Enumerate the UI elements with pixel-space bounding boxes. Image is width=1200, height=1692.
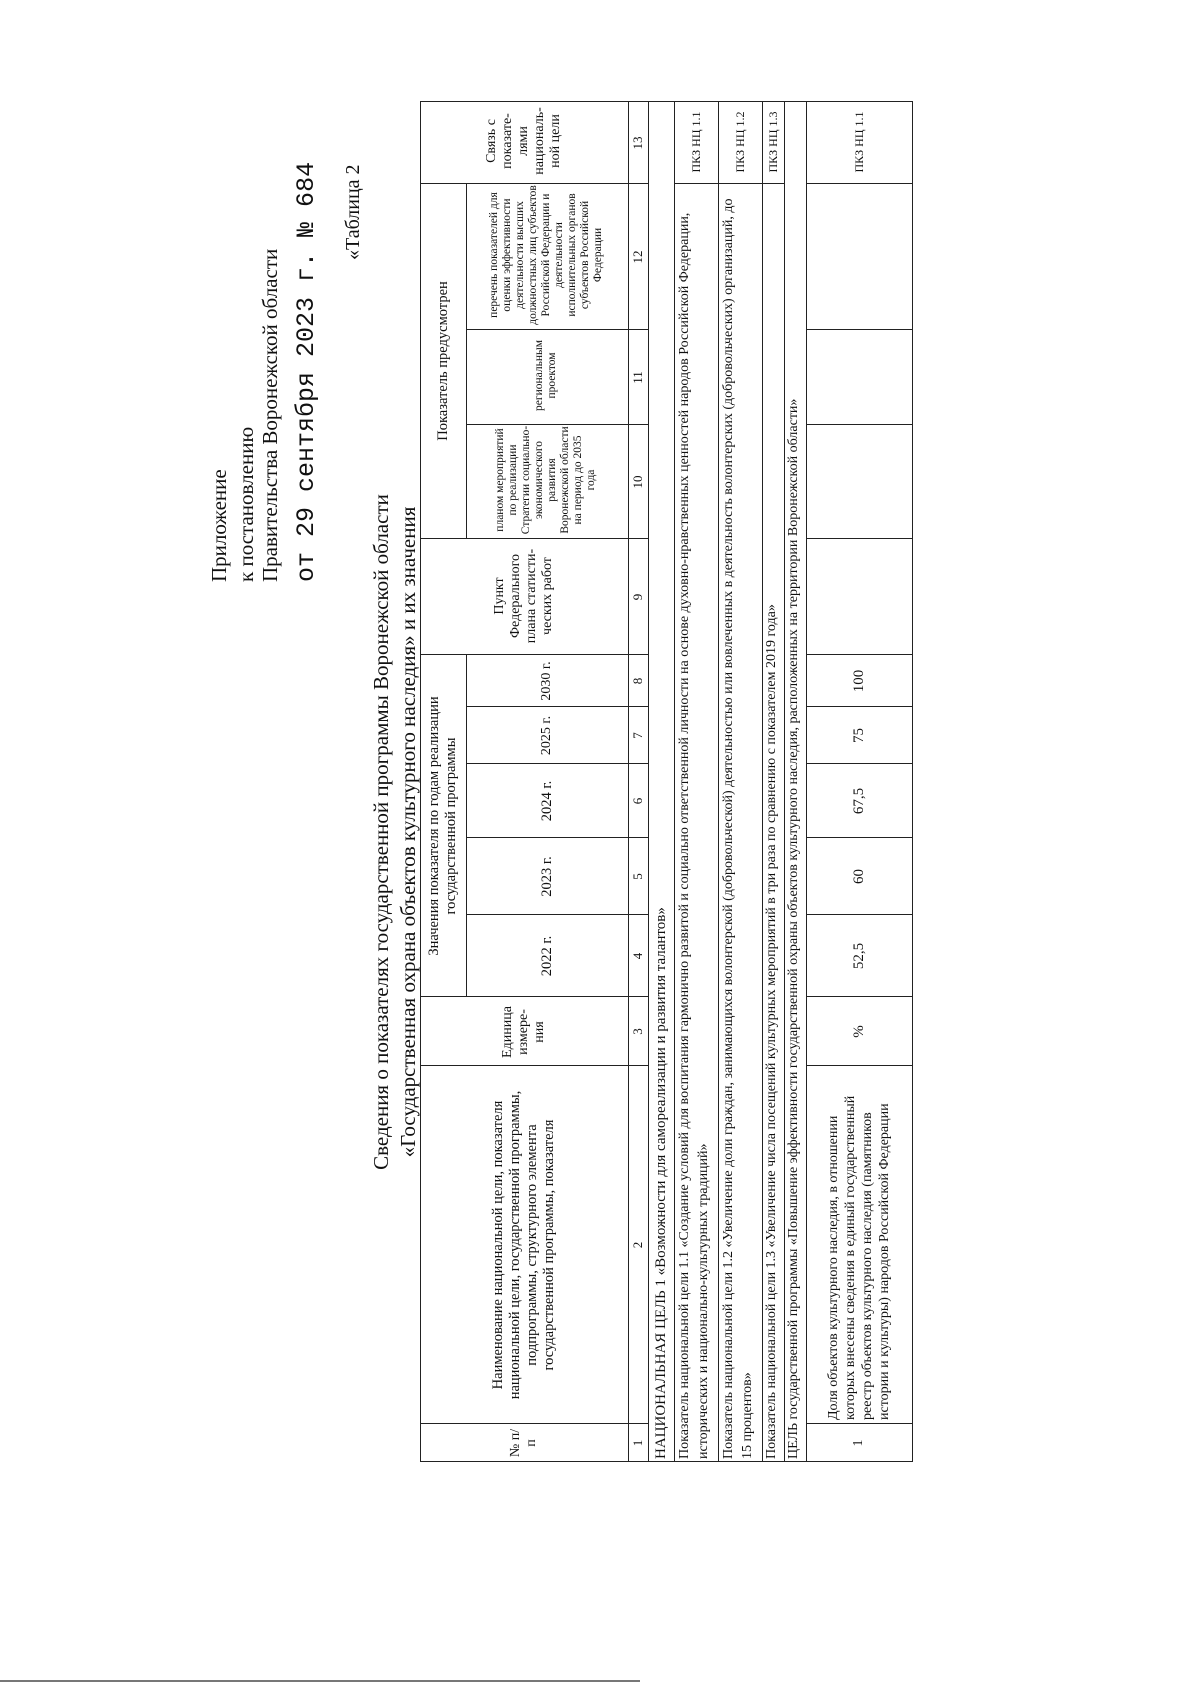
col-provided-group-header: Показатель предусмотрен — [434, 281, 451, 441]
col-2030-header: 2030 г. — [539, 661, 554, 701]
col-2023-header: 2023 г. — [538, 856, 555, 897]
col-name-header: Наименование национальной цели, показателя национальной цели, государственной программы, подпрограммы, структурного элемента государственной программы, показателя — [490, 1090, 557, 1400]
col-2024-header: 2024 г. — [538, 780, 555, 822]
col-unit-header: Единица измере-ния — [500, 1006, 547, 1058]
col-2025-header: 2025 г. — [539, 715, 554, 756]
table-label: «Таблица 2 — [342, 164, 364, 260]
document-title-line2: «Государственная охрана объектов культурного наследия» и их значения — [396, 506, 420, 1158]
indicator-1-3-code: ПКЗ НЦ 1.3 — [765, 111, 780, 173]
col-2022-header: 2022 г. — [538, 935, 555, 977]
col-officials-list-header: перечень показателей для оценки эффективности деятельности высших должностных лиц субъектов Российской Федерации и деятельности исполнительных органов субъектов Российской Федерации — [487, 185, 604, 325]
row1-num: 1 — [851, 1439, 866, 1447]
col-number: 9 — [630, 593, 645, 601]
col-num-header: № п/п — [508, 1428, 539, 1458]
col-number: 1 — [630, 1439, 645, 1447]
row1-value-2022: 52,5 — [850, 942, 867, 970]
indicator-1-1-code: ПКЗ НЦ 1.1 — [688, 111, 703, 173]
indicator-1-1-text: Показатель национальной цели 1.1 «Создание условий для воспитания гармонично развитой и социально ответственной личности на основе духовно-нравственных ценностей народов Российской Федерации, исторических и национально-культурных традиций» — [677, 212, 711, 1459]
row1-unit: % — [850, 1025, 867, 1038]
row1-name: Доля объектов культурного наследия, в отношении которых внесены сведения в единый государственный реестр объектов культурного наследия (памятников истории и культуры) народов Российской Федерации — [826, 1095, 892, 1420]
national-goal-text: НАЦИОНАЛЬНАЯ ЦЕЛЬ 1 «Возможности для самореализации и развития талантов» — [653, 907, 669, 1459]
header-government: Правительства Воронежской области — [258, 248, 282, 582]
col-number: 10 — [630, 475, 645, 489]
row1-value-2030: 100 — [850, 669, 867, 693]
col-number: 2 — [630, 1241, 645, 1249]
col-number: 3 — [630, 1028, 645, 1035]
col-strategy-plan-header: планом мероприятий по реализации Стратегии социально-экономического развития Воронежской области на период до 2035 года — [494, 425, 597, 535]
col-number: 13 — [630, 136, 645, 150]
document-title-line1: Сведения о показателях государственной программы Воронежской области — [369, 494, 393, 1170]
program-goal-text: ЦЕЛЬ государственной программы «Повышение эффективности государственной охраны объектов культурного наследия, расположенных на территории Воронежской области» — [786, 398, 801, 1459]
col-number: 11 — [630, 371, 645, 384]
col-fed-plan-header: Пункт Федерального плана статисти-ческих работ — [492, 548, 555, 644]
col-link-header: Связь с показате-лями националь-ной цели — [484, 107, 563, 175]
header-date-number: от 29 сентября 2023 г. № 684 — [292, 161, 321, 582]
col-regional-project-header: региональным проектом — [533, 340, 558, 411]
col-number: 6 — [630, 797, 645, 805]
indicator-1-2-code: ПКЗ НЦ 1.2 — [732, 111, 747, 173]
row1-value-2024: 67,5 — [850, 787, 867, 815]
row1-value-2023: 60 — [850, 869, 867, 884]
row1-link: ПКЗ НЦ 1.1 — [851, 111, 866, 173]
col-number: 7 — [630, 732, 645, 739]
header-resolution: к постановлению — [234, 426, 258, 582]
col-number: 4 — [630, 952, 645, 960]
indicator-1-3-text: Показатель национальной цели 1.3 «Увеличение числа посещений культурных мероприятий в три раза по сравнению с показателем 2019 года» — [764, 604, 779, 1459]
header-appendix: Приложение — [207, 469, 231, 582]
row1-value-2025: 75 — [850, 728, 867, 743]
col-number: 12 — [630, 250, 645, 264]
col-number: 5 — [630, 873, 645, 880]
col-values-group-header: Значения показателя по годам реализации государственной программы — [426, 696, 459, 956]
col-number: 8 — [630, 677, 645, 685]
indicator-1-2-text: Показатель национальной цели 1.2 «Увеличение доли граждан, занимающихся волонтерской (добровольческой) деятельностью или вовлеченных в деятельность волонтерских (добровольческих) организаций, до 15 процентов» — [721, 198, 755, 1459]
scan-edge-line — [0, 1680, 640, 1682]
